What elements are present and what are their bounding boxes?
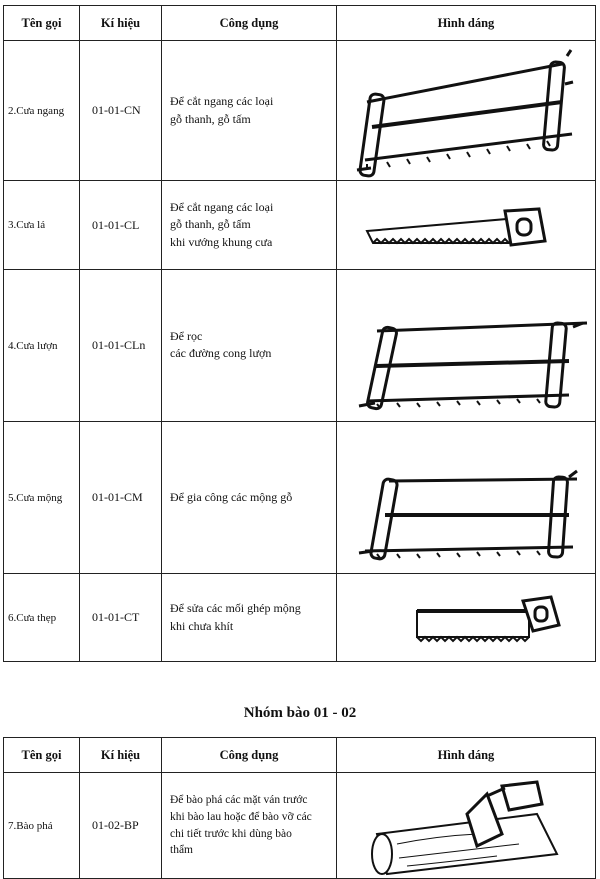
use-line: chi tiết trước khi dùng bào xyxy=(170,827,292,840)
use-line: gỗ thanh, gỗ tấm xyxy=(170,217,251,232)
tool-name: 7.Bào phá xyxy=(4,773,80,879)
header-shape: Hình dáng xyxy=(337,738,596,773)
tool-name: 2.Cưa ngang xyxy=(4,41,80,181)
tool-image-cell xyxy=(337,422,596,574)
tool-code: 01-01-CT xyxy=(80,574,162,662)
use-line: Để sửa các mối ghép mộng xyxy=(170,601,301,616)
table-header-row xyxy=(4,738,596,773)
use-line: thẩm xyxy=(170,844,193,857)
group-title: Nhóm bào 01 - 02 xyxy=(243,705,357,721)
tool-image-cell xyxy=(337,773,596,879)
table-row xyxy=(4,181,596,270)
tool-use xyxy=(162,574,337,662)
table-row xyxy=(4,41,596,181)
use-line: Để gia công các mộng gỗ xyxy=(170,489,293,504)
use-line: Để bào phá các mặt ván trước xyxy=(170,794,308,807)
tool-use xyxy=(162,41,337,181)
tool-name: 5.Cưa mộng xyxy=(4,422,80,574)
tool-use xyxy=(162,270,337,422)
use-line: khi bào lau hoặc để bào vỡ các xyxy=(170,810,312,823)
use-line: gỗ thanh, gỗ tấm xyxy=(170,111,251,126)
table-row xyxy=(4,574,596,662)
tool-code: 01-01-CN xyxy=(80,41,162,181)
tool-name: 4.Cưa lượn xyxy=(4,270,80,422)
tool-code: 01-01-CLn xyxy=(80,270,162,422)
tool-name: 3.Cưa lá xyxy=(4,181,80,270)
tool-image-cell xyxy=(337,270,596,422)
tenon-frame-saw-illustration xyxy=(337,423,595,573)
header-use: Công dụng xyxy=(162,6,337,41)
use-line: Để rọc xyxy=(170,329,203,343)
tool-image-cell xyxy=(337,181,596,270)
back-saw-illustration xyxy=(337,575,595,661)
table-row xyxy=(4,773,596,879)
coping-frame-saw-illustration xyxy=(337,271,595,421)
hand-saw-illustration xyxy=(337,181,595,269)
tool-use xyxy=(162,773,337,879)
header-code: Kí hiệu xyxy=(80,6,162,41)
tool-code: 01-01-CL xyxy=(80,181,162,270)
header-name: Tên gọi xyxy=(4,6,80,41)
jack-plane-illustration xyxy=(337,774,595,878)
use-line: khi chưa khít xyxy=(170,618,234,633)
tool-image-cell xyxy=(337,574,596,662)
tools-table-saws xyxy=(3,5,596,662)
tool-code: 01-01-CM xyxy=(80,422,162,574)
tool-code: 01-02-BP xyxy=(80,773,162,879)
header-code: Kí hiệu xyxy=(80,738,162,773)
table-header-row xyxy=(4,6,596,41)
frame-saw-illustration xyxy=(337,42,595,180)
use-line: các đường cong lượn xyxy=(170,346,272,361)
tool-use xyxy=(162,181,337,270)
use-line: Để cắt ngang các loại xyxy=(170,199,274,214)
tool-image-cell xyxy=(337,41,596,181)
tool-use xyxy=(162,422,337,574)
table-row xyxy=(4,270,596,422)
header-name: Tên gọi xyxy=(4,738,80,773)
table-row xyxy=(4,422,596,574)
use-line: khi vướng khung cưa xyxy=(170,234,273,249)
header-use: Công dụng xyxy=(162,738,337,773)
tools-table-planes xyxy=(3,737,596,879)
header-shape: Hình dáng xyxy=(337,6,596,41)
tool-name: 6.Cưa thẹp xyxy=(4,574,80,662)
use-line: Để cắt ngang các loại xyxy=(170,94,274,109)
